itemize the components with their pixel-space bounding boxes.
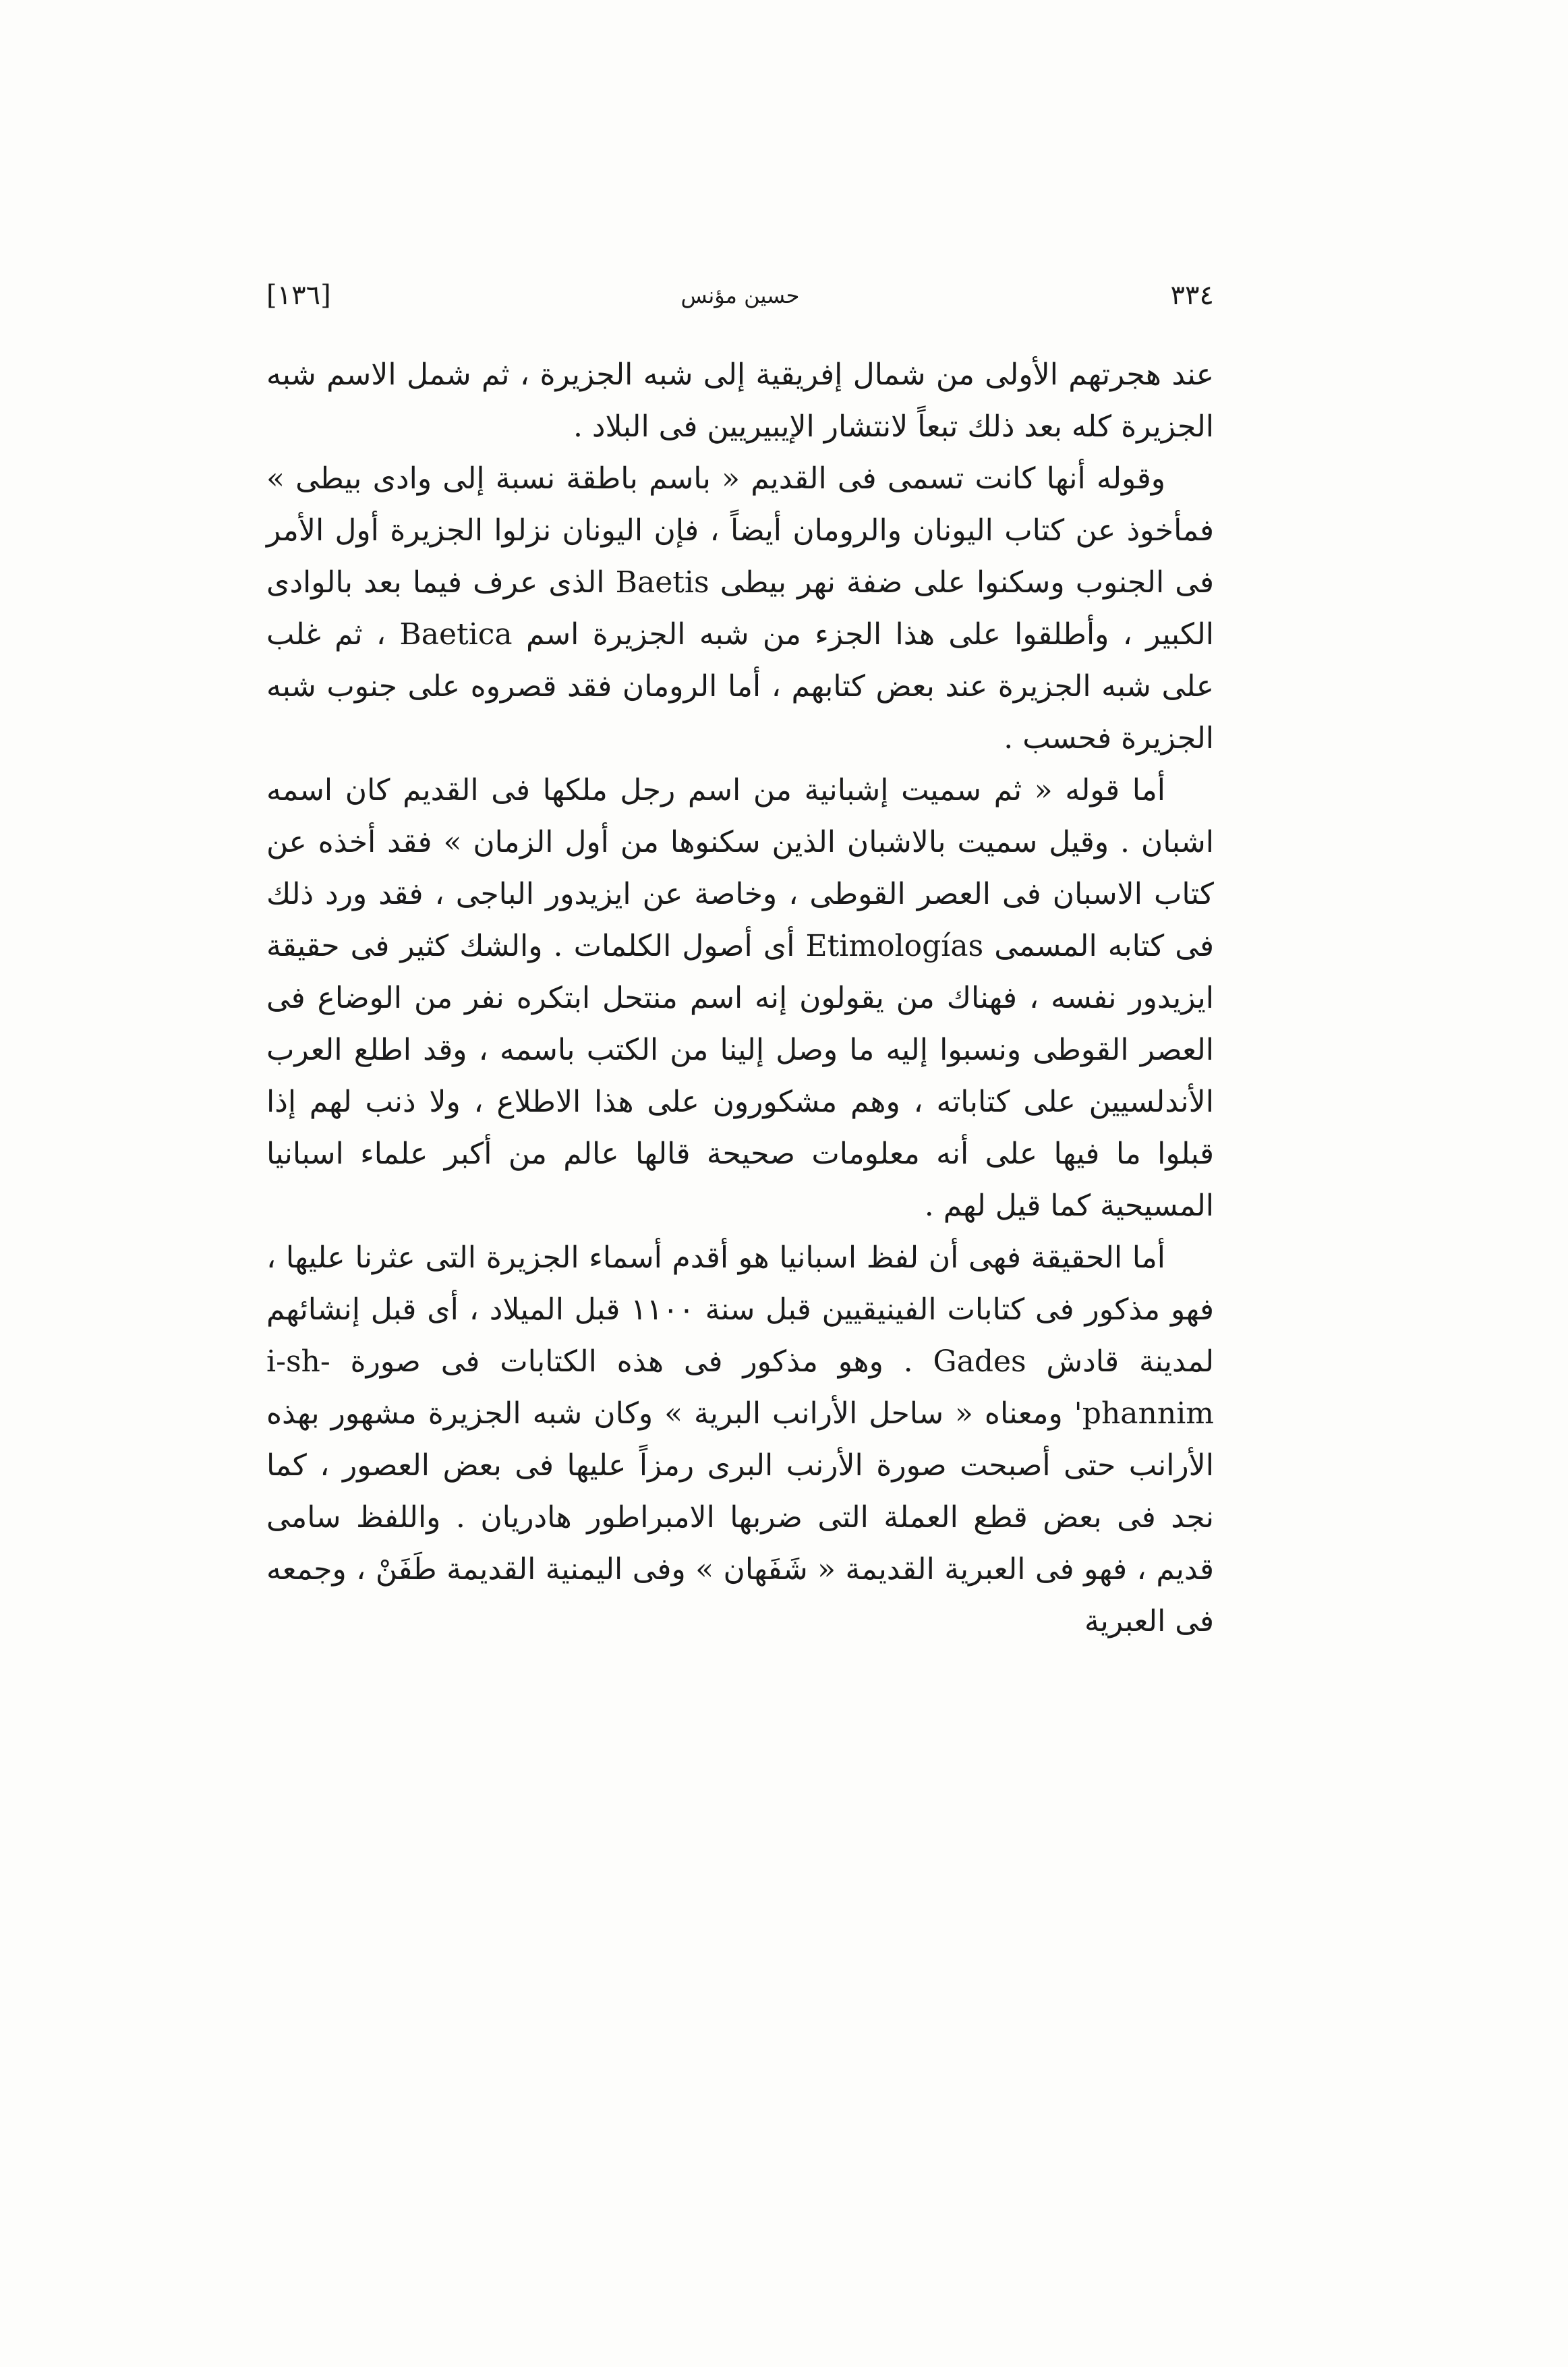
paragraph-continuation: عند هجرتهم الأولى من شمال إفريقية إلى شبه الجزيرة ، ثم شمل الاسم شبه الجزيرة كله بعد ذلك تبعاً لانتشار الإيبيريين فى البلاد . [266, 358, 1214, 444]
paragraph-isidore: أما قوله « ثم سميت إشبانية من اسم رجل ملكها فى القديم كان اسمه اشبان . وقيل سميت بالاشبان الذين سكنوها من أول الزمان » فقد أخذه عن كتاب الاسبان فى العصر القوطى ، وخاصة عن ايزيدور الباجى ، فقد ورد ذلك فى كتابه المسمى Etimologías أى أصول الكلمات . والشك كثير فى حقيقة ايزيدور نفسه ، فهناك من يقولون إنه اسم منتحل ابتكره نفر من الوضاع فى العصر القوطى ونسبوا إليه ما وصل إلينا من الكتب باسمه ، وقد اطلع العرب الأندلسيين على كتاباته ، وهم مشكورون على هذا الاطلاع ، ولا ذنب لهم إذا قبلوا ما فيها على أنه معلومات صحيحة قالها عالم من أكبر علماء اسبانيا المسيحية كما قيل لهم . [266, 773, 1214, 1223]
body-text [266, 349, 1214, 1647]
original-page-number: [١٣٦] [266, 280, 331, 311]
author-name: حسين مؤنس [680, 283, 800, 308]
book-page [266, 273, 1214, 1892]
running-head [266, 273, 1214, 327]
page-number: ٣٣٤ [1170, 280, 1214, 311]
paragraph-phoenician: أما الحقيقة فهى أن لفظ اسبانيا هو أقدم أسماء الجزيرة التى عثرنا عليها ، فهو مذكور فى كتابات الفينيقيين قبل سنة ١١٠٠ قبل الميلاد ، أى قبل إنشائهم لمدينة قادش Gades . وهو مذكور فى هذه الكتابات فى صورة i-sh-phannim' ومعناه « ساحل الأرانب البرية » وكان شبه الجزيرة مشهور بهذه الأرانب حتى أصبحت صورة الأرنب البرى رمزاً عليها فى بعض العصور ، كما نجد فى بعض قطع العملة التى ضربها الامبراطور هادريان . واللفظ سامى قديم ، فهو فى العبرية القديمة « شَفَهان » وفى اليمنية القديمة طَفَنْ ، وجمعه فى العبرية [266, 1240, 1214, 1638]
paragraph-baetica: وقوله أنها كانت تسمى فى القديم « باسم باطقة نسبة إلى وادى بيطى » فمأخوذ عن كتاب اليونان والرومان أيضاً ، فإن اليونان نزلوا الجزيرة أول الأمر فى الجنوب وسكنوا على ضفة نهر بيطى Baetis الذى عرف فيما بعد بالوادى الكبير ، وأطلقوا على هذا الجزء من شبه الجزيرة اسم Baetica ، ثم غلب على شبه الجزيرة عند بعض كتابهم ، أما الرومان فقد قصروه على جنوب شبه الجزيرة فحسب . [266, 461, 1214, 755]
